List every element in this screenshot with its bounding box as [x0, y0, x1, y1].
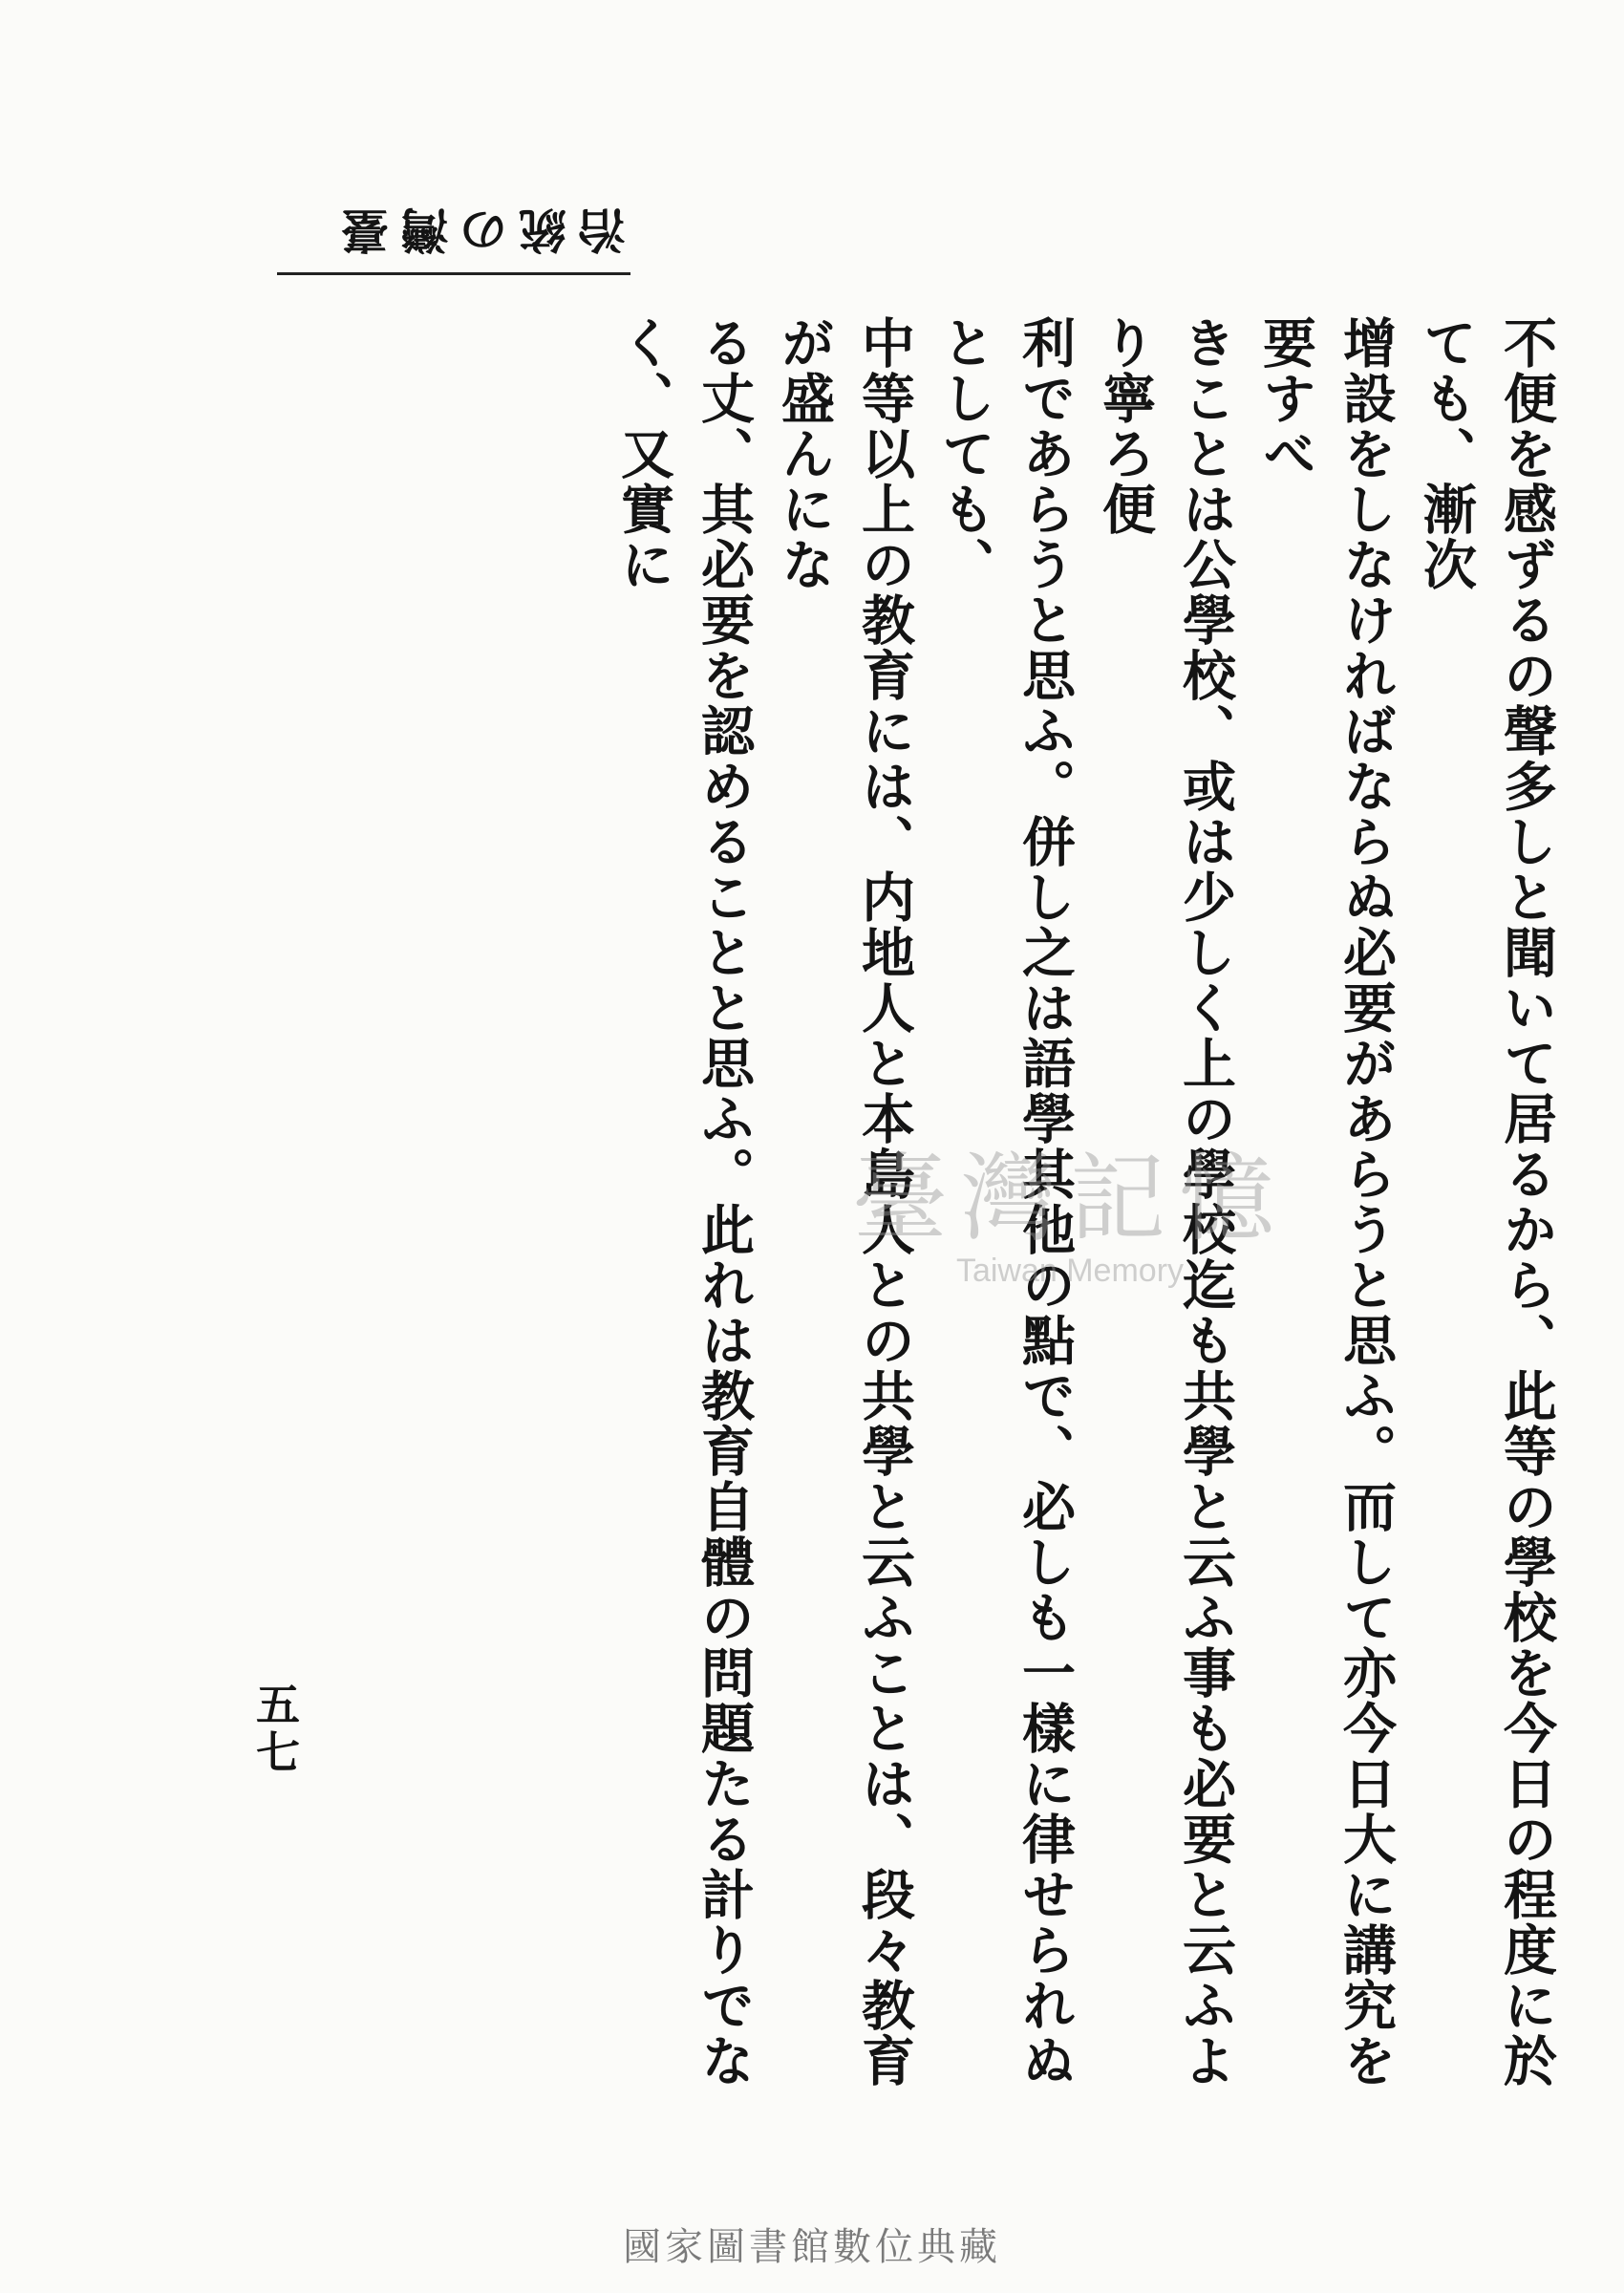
text-column: 利であらうと思ふ。併し之は語學其他の點で、必しも一樣に律せられぬとしても、 [933, 315, 1077, 2089]
text-column: る丈、其必要を認めることと思ふ。此れは教育自體の問題たる計りでなく、又實に [612, 315, 756, 2089]
text-column: 中等以上の教育には、内地人と本島人との共學と云ふことは、段々教育が盛んにな [773, 315, 916, 2089]
text-column: 不便を感ずるの聲多しと聞いて居るから、此等の學校を今日の程度に於ても、漸次 [1415, 315, 1558, 2089]
text-column: 增設をしなければならぬ必要があらうと思ふ。而して亦今日大に講究を要すべ [1254, 315, 1398, 2089]
running-title: 治統の灣臺 [330, 202, 626, 258]
watermark-en: Taiwan Memory [955, 1253, 1185, 1289]
watermark-cjk: 臺灣記憶 [852, 1143, 1288, 1254]
page-number: 五七 [249, 1682, 301, 1777]
text-column: きことは公學校、或は少しく上の學校迄も共學と云ふ事も必要と云ふより寧ろ便 [1094, 315, 1237, 2089]
header-rule [277, 272, 630, 275]
footer-library-label: 國家圖書館數位典藏 [623, 2225, 1001, 2269]
watermark-logo [822, 1143, 1318, 1290]
